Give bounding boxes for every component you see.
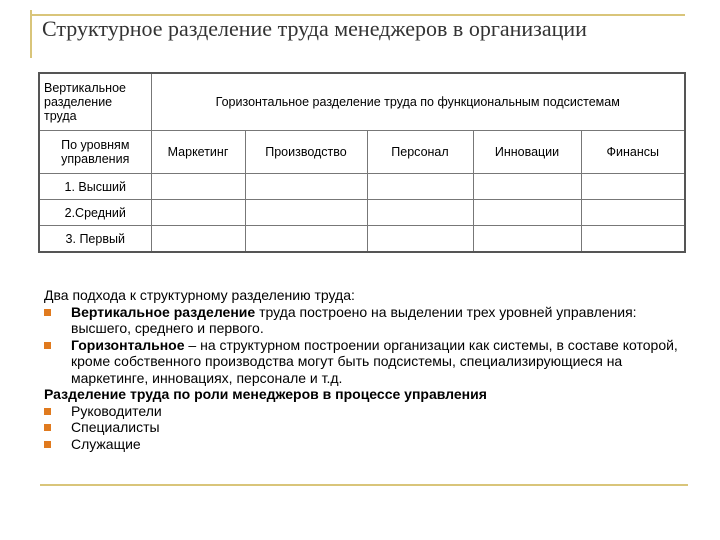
bullet-square-icon bbox=[44, 408, 51, 415]
table-header-row bbox=[39, 73, 685, 131]
column-innovation: Инновации bbox=[473, 131, 581, 174]
table-row bbox=[39, 174, 685, 200]
column-personnel: Персонал bbox=[367, 131, 473, 174]
header-vertical: Вертикальное разделение труда bbox=[39, 73, 151, 131]
table-cell bbox=[245, 200, 367, 226]
level-middle: 2.Средний bbox=[39, 200, 151, 226]
bullet-square-icon bbox=[44, 309, 51, 316]
role-specialists: Специалисты bbox=[71, 419, 160, 435]
title-frame-vertical bbox=[30, 10, 32, 58]
table-cell bbox=[581, 200, 685, 226]
list-item bbox=[44, 419, 684, 436]
body-text bbox=[44, 287, 684, 452]
bullet-square-icon bbox=[44, 424, 51, 431]
definition-vertical: труда построено на выделении трех уровней управления: высшего, среднего и первого. bbox=[71, 303, 637, 336]
table-cell bbox=[151, 174, 245, 200]
bullet-square-icon bbox=[44, 441, 51, 448]
table-cell bbox=[581, 226, 685, 253]
list-item bbox=[44, 436, 684, 453]
term-horizontal: Горизонтальное bbox=[71, 336, 185, 353]
role-managers: Руководители bbox=[71, 402, 162, 419]
column-production: Производство bbox=[245, 131, 367, 174]
column-finance: Финансы bbox=[581, 131, 685, 174]
table-cell bbox=[367, 200, 473, 226]
table-row bbox=[39, 226, 685, 253]
table-columns-row bbox=[39, 131, 685, 174]
level-top: 1. Высший bbox=[39, 174, 151, 200]
heading-roles: Разделение труда по роли менеджеров в процессе управления bbox=[44, 386, 487, 402]
definition-horizontal: – на структурном построении организации как системы, в составе которой, кроме собственного производства могут быть подсистемы, специализирующиеся на маркетинге, инновациях, персонале и т.д. bbox=[71, 336, 678, 386]
table-cell bbox=[473, 200, 581, 226]
list-item bbox=[44, 403, 684, 420]
bullet-square-icon bbox=[44, 342, 51, 349]
division-table bbox=[38, 72, 686, 253]
slide-title: Структурное разделение труда менеджеров в организации bbox=[42, 16, 587, 41]
table-cell bbox=[245, 226, 367, 253]
list-item bbox=[44, 337, 684, 387]
table-cell bbox=[245, 174, 367, 200]
table-cell bbox=[151, 226, 245, 253]
table-cell bbox=[367, 226, 473, 253]
heading-approaches: Два подхода к структурному разделению труда: bbox=[44, 287, 355, 303]
column-marketing: Маркетинг bbox=[151, 131, 245, 174]
bottom-divider bbox=[40, 484, 688, 486]
level-first: 3. Первый bbox=[39, 226, 151, 253]
term-vertical: Вертикальное разделение bbox=[71, 303, 256, 320]
table-cell bbox=[151, 200, 245, 226]
table-cell bbox=[367, 174, 473, 200]
row-label-levels: По уровням управления bbox=[39, 131, 151, 174]
table-row bbox=[39, 200, 685, 226]
list-item bbox=[44, 304, 684, 337]
role-employees: Служащие bbox=[71, 435, 141, 452]
table-cell bbox=[581, 174, 685, 200]
header-horizontal: Горизонтальное разделение труда по функциональным подсистемам bbox=[151, 73, 685, 131]
table-cell bbox=[473, 226, 581, 253]
table-cell bbox=[473, 174, 581, 200]
